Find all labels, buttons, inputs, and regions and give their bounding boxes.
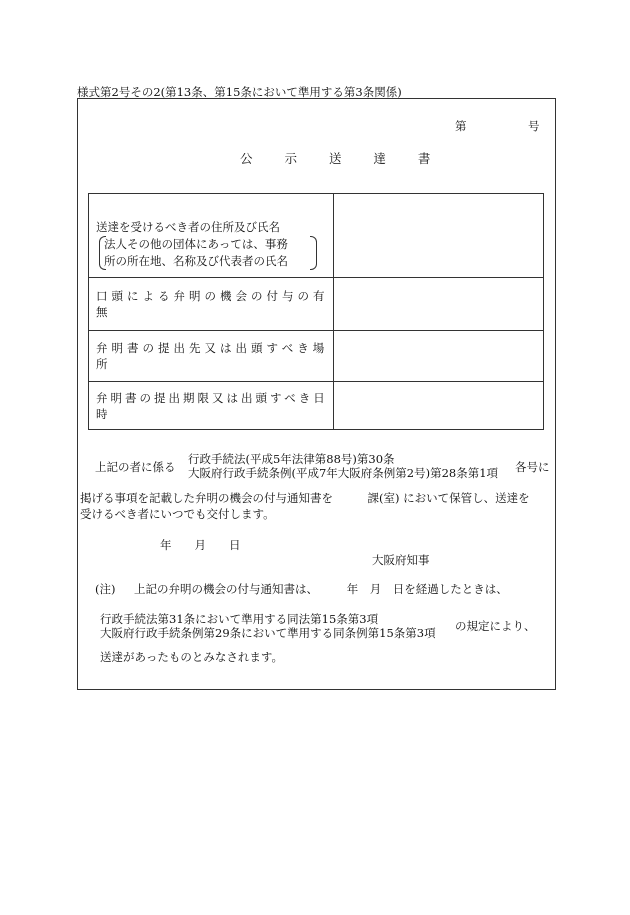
governor-title: 大阪府知事: [372, 553, 430, 567]
form-header: 様式第2号その2(第13条、第15条において準用する第3条関係): [77, 85, 402, 99]
value-deadline: [333, 382, 543, 430]
address-label-line1: 送達を受けるべき者の住所及び氏名: [96, 219, 280, 234]
note-law1: 行政手続法第31条において準用する同法第15条第3項: [100, 612, 379, 626]
row-label-deadline: 弁明書の提出期限又は出頭すべき日時: [89, 382, 334, 430]
statement-line2: 掲げる事項を記載した弁明の機会の付与通知書を 課(室) において保管し、送達を: [80, 491, 530, 505]
row-label-address: [89, 194, 334, 278]
address-label-line3: 所の所在地、名称及び代表者の氏名: [104, 253, 288, 268]
date-line: 年 月 日: [160, 538, 241, 552]
value-address: [333, 194, 543, 278]
value-hearing: [333, 278, 543, 331]
value-place: [333, 331, 543, 382]
row-label-hearing: 口頭による弁明の機会の付与の有無: [89, 278, 334, 331]
table-row: [89, 331, 544, 382]
address-label-line2: 法人その他の団体にあっては、事務: [104, 236, 288, 251]
number-dai: 第: [455, 119, 467, 133]
note-law2: 大阪府行政手続条例第29条において準用する同条例第15条第3項: [100, 626, 436, 640]
statement-law1: 行政手続法(平成5年法律第88号)第30条: [188, 452, 395, 466]
note-label: (注): [95, 582, 116, 596]
statement-prefix: 上記の者に係る: [95, 460, 176, 474]
note-suffix: の規定により、: [455, 619, 536, 633]
document-title: 公 示 送 達 書: [240, 151, 445, 166]
paren-right: [310, 236, 317, 270]
statement-line3: 受けるべき者にいつでも交付します。: [80, 507, 275, 521]
statement-law2: 大阪府行政手続条例(平成7年大阪府条例第2号)第28条第1項: [188, 466, 499, 480]
number-go: 号: [528, 119, 540, 133]
table-row: [89, 382, 544, 430]
table-row: [89, 194, 544, 278]
row-label-place: 弁明書の提出先又は出頭すべき場所: [89, 331, 334, 382]
table-row: [89, 278, 544, 331]
note-text1: 上記の弁明の機会の付与通知書は、 年 月 日を経過したときは、: [134, 582, 508, 596]
info-table: [88, 193, 544, 430]
statement-suffix: 各号に: [515, 460, 550, 474]
note-text2: 送達があったものとみなされます。: [100, 650, 283, 664]
